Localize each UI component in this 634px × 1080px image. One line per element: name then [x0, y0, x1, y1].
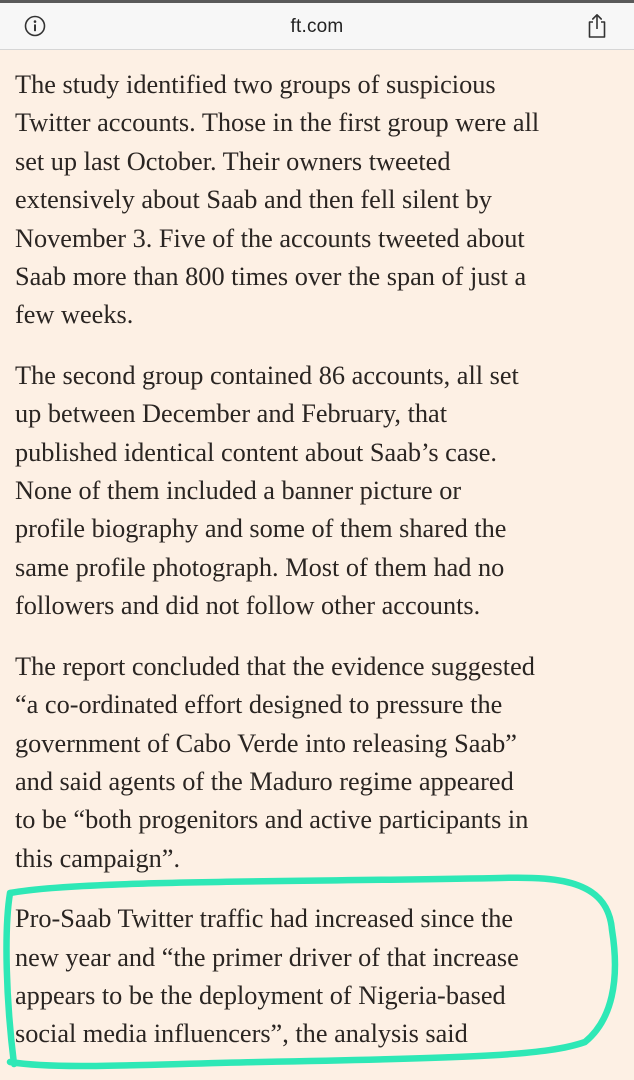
paragraph-line: government of Cabo Verde into releasing Saab”	[15, 728, 517, 758]
paragraph-line: new year and “the primer driver of that increase	[15, 942, 519, 972]
paragraph-line: same profile photograph. Most of them had no	[15, 552, 505, 582]
paragraph-line: set up last October. Their owners tweeted	[15, 146, 451, 176]
article-paragraph-3	[15, 648, 630, 878]
paragraph-line: The study identified two groups of suspicious	[15, 70, 496, 99]
article-body	[15, 66, 630, 1076]
share-icon[interactable]	[586, 13, 608, 39]
paragraph-line: Saab more than 800 times over the span of just a	[15, 262, 527, 292]
paragraph-line: appears to be the deployment of Nigeria-based	[15, 980, 506, 1010]
paragraph-line: and said agents of the Maduro regime appeared	[15, 766, 514, 796]
paragraph-line: Twitter accounts. Those in the first group were all	[15, 108, 540, 138]
paragraph-line: profile biography and some of them shared the	[15, 514, 507, 544]
paragraph-line: this campaign”.	[15, 843, 181, 873]
paragraph-line: “a co-ordinated effort designed to pressure the	[15, 690, 503, 720]
paragraph-line: published identical content about Saab’s case.	[15, 437, 497, 467]
paragraph-line: The report concluded that the evidence suggested	[15, 651, 535, 681]
paragraph-line: extensively about Saab and then fell silent by	[15, 185, 492, 215]
article-paragraph-1	[15, 66, 630, 335]
url-label[interactable]: ft.com	[290, 16, 344, 37]
paragraph-line: to be “both progenitors and active participants in	[15, 805, 529, 835]
paragraph-line: Pro-Saab Twitter traffic had increased since the	[15, 904, 514, 934]
paragraph-line: November 3. Five of the accounts tweeted about	[15, 223, 525, 253]
browser-address-bar	[0, 3, 634, 50]
paragraph-line: None of them included a banner picture or	[15, 476, 462, 506]
article-paragraph-4-highlighted	[15, 900, 630, 1054]
paragraph-line: The second group contained 86 accounts, all set	[15, 360, 519, 390]
article-paragraph-2	[15, 357, 630, 626]
paragraph-line: followers and did not follow other accounts.	[15, 591, 481, 621]
paragraph-line: few weeks.	[15, 300, 134, 330]
paragraph-line: social media influencers”, the analysis said	[15, 1019, 468, 1049]
paragraph-line: up between December and February, that	[15, 399, 448, 429]
